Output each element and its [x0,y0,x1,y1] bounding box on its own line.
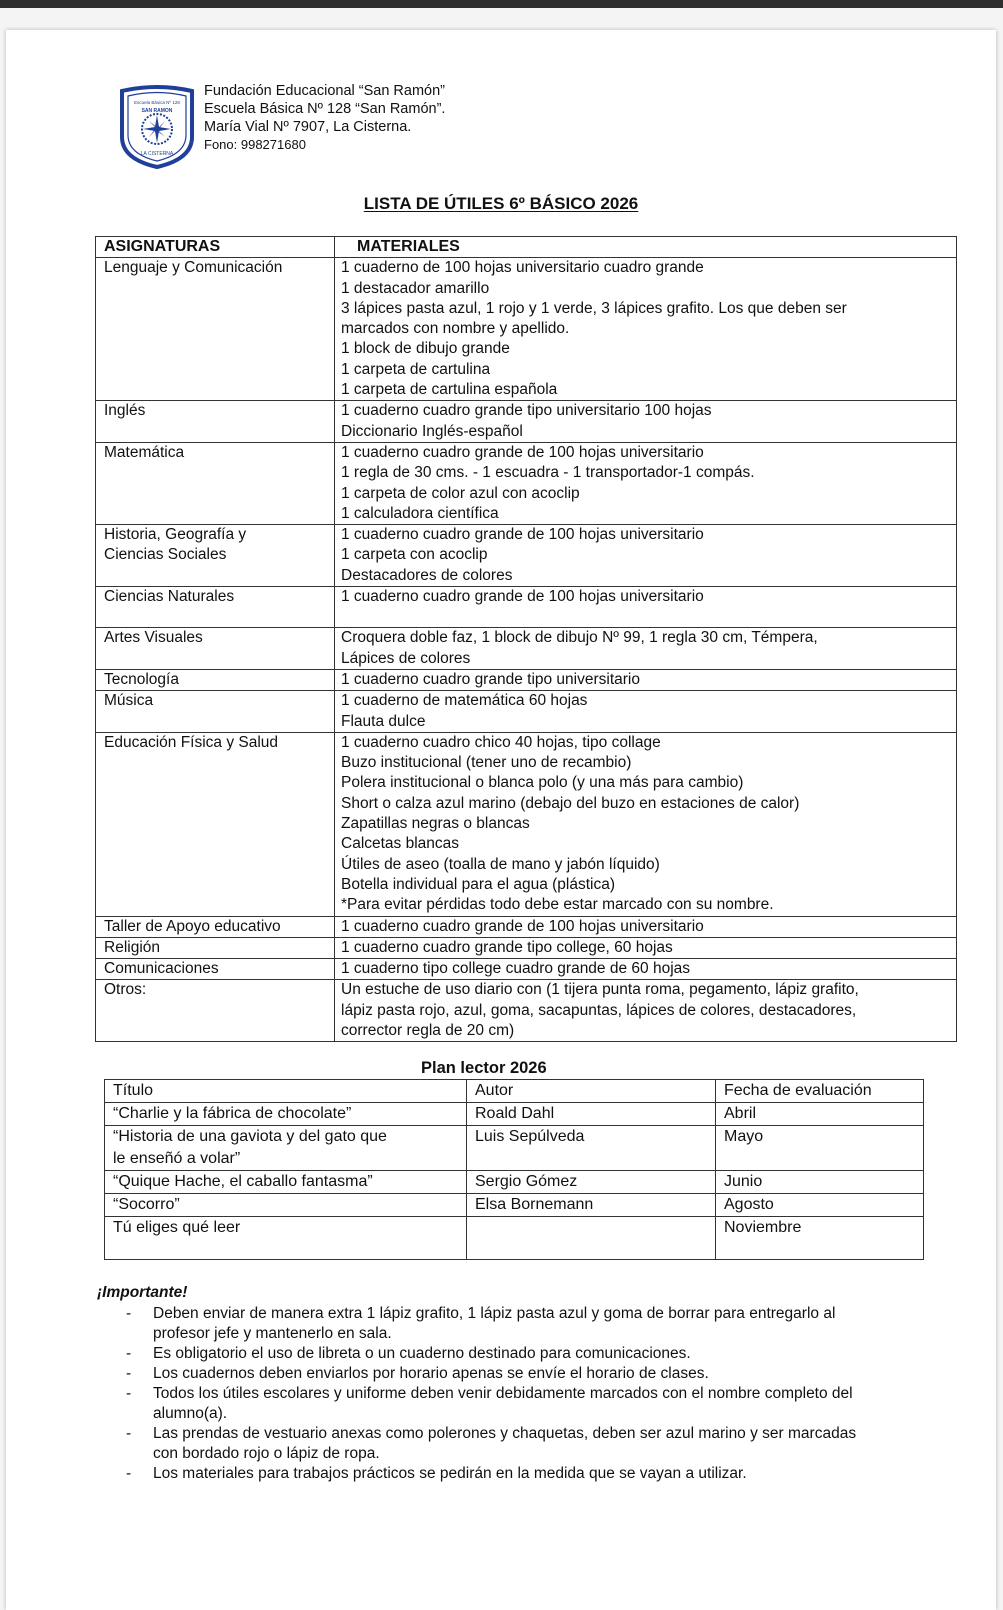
material-item: 1 cuaderno cuadro grande de 100 hojas universitario [341,526,704,544]
materials-table [95,236,957,1042]
subject-name: Artes Visuales [104,629,203,647]
materials-cell [335,401,957,443]
reading-plan-table [104,1079,924,1260]
subject-name: Lenguaje y Comunicación [104,259,283,277]
material-item: 1 cuaderno cuadro grande de 100 hojas universitario [341,588,704,606]
materials-cell [335,732,957,916]
book-title-cell [105,1171,467,1194]
material-item: 1 carpeta de cartulina española [341,381,558,399]
material-item: 1 cuaderno cuadro grande de 100 hojas universitario [341,917,704,935]
table-row [96,669,957,690]
subject-name: Tecnología [104,670,179,688]
table-row [96,916,957,937]
viewer-top-bar [0,0,1003,8]
table-row [105,1103,924,1126]
note-text: - Es obligatorio el uso de libreta o un cuaderno destinado para comunicaciones. [153,1345,691,1362]
materials-cell [335,980,957,1042]
book-title: Tú eliges qué leer [113,1219,241,1236]
subject-name: Ciencias Naturales [104,588,235,606]
material-item: Calcetas blancas [341,835,460,853]
material-item: Flauta dulce [341,712,426,730]
subject-name: Música [104,692,154,710]
school-info [204,82,445,154]
important-heading: ¡Importante! [97,1284,188,1301]
materials-cell [335,959,957,980]
table-row [105,1217,924,1260]
table-row [96,525,957,587]
book-title-cell [105,1194,467,1217]
material-item: 1 cuaderno cuadro grande tipo college, 60 hojas [341,938,673,956]
material-item: Diccionario Inglés-español [341,422,523,440]
subject-cell [96,691,335,733]
document-title: LISTA DE ÚTILES 6º BÁSICO 2026 [363,194,639,213]
note-text: con bordado rojo o lápiz de ropa. [153,1445,380,1462]
table-row [96,691,957,733]
material-item: 1 calculadora científica [341,504,499,522]
table-header-row [96,237,957,258]
subject-cell [96,442,335,524]
author-cell [467,1217,716,1260]
material-item: 1 cuaderno de matemática 60 hojas [341,692,588,710]
evaluation-date-cell: Mayo [716,1126,924,1171]
subject-cell [96,732,335,916]
materials-cell [335,691,957,733]
subject-cell [96,959,335,980]
material-item: Botella individual para el agua (plástica) [341,875,615,893]
material-item: 1 cuaderno cuadro grande de 100 hojas universitario [341,443,704,461]
subject-name: Educación Física y Salud [104,733,279,751]
evaluation-date-cell: Noviembre [716,1217,924,1260]
material-item: Lápices de colores [341,649,471,667]
materials-cell [335,442,957,524]
material-item: Destacadores de colores [341,566,513,584]
subject-cell [96,916,335,937]
subject-cell [96,669,335,690]
table-row [96,732,957,916]
table-row [96,628,957,670]
table-row [96,401,957,443]
subject-cell [96,587,335,628]
table-row [105,1194,924,1217]
note-text: profesor jefe y mantenerlo en sala. [153,1325,392,1342]
table-header-row [105,1080,924,1103]
material-item: 1 carpeta con acoclip [341,546,488,564]
note-text: - Las prendas de vestuario anexas como polerones y chaquetas, deben ser azul marino y ser marcadas [153,1425,857,1442]
subject-name: Comunicaciones [104,960,219,978]
material-item: 1 cuaderno tipo college cuadro grande de 60 hojas [341,960,691,978]
subject-name: Otros: [104,981,147,999]
material-item: 1 carpeta de cartulina [341,360,491,378]
book-title-cell [105,1126,467,1171]
org-line: Escuela Básica Nº 128 “San Ramón”. [204,101,446,117]
note-text: - Los cuadernos deben enviarlos por horario apenas se envíe el horario de clases. [153,1365,709,1382]
table-row [96,937,957,958]
subject-cell [96,980,335,1042]
material-item: corrector regla de 20 cm) [341,1021,515,1039]
table-row [96,980,957,1042]
subject-cell [96,937,335,958]
material-item: 1 cuaderno de 100 hojas universitario cuadro grande [341,259,704,277]
subject-cell [96,258,335,401]
book-title: “Quique Hache, el caballo fantasma” [113,1173,373,1190]
author-cell: Luis Sepúlveda [467,1126,716,1171]
materials-cell [335,669,957,690]
material-item: Zapatillas negras o blancas [341,815,530,833]
crest-middle-text: SAN RAMON [141,108,173,114]
book-title: “Socorro” [113,1196,180,1213]
column-header: ASIGNATURAS [96,237,335,258]
book-title: “Historia de una gaviota y del gato que [113,1128,387,1145]
subject-name: Taller de Apoyo educativo [104,917,281,935]
material-item: marcados con nombre y apellido. [341,320,570,338]
org-line: Fundación Educacional “San Ramón” [204,83,445,99]
evaluation-date-cell: Agosto [716,1194,924,1217]
material-item: Buzo institucional (tener uno de recambio) [341,754,632,772]
note-text: - Todos los útiles escolares y uniforme deben venir debidamente marcados con el nombre completo del [153,1385,853,1402]
subject-name: Religión [104,938,161,956]
subject-cell [96,628,335,670]
materials-cell [335,258,957,401]
book-title-cell [105,1217,467,1260]
list-item [153,1364,967,1384]
crest-top-text: Escuela Básica Nº 128 [134,100,180,105]
material-item: 1 carpeta de color azul con acoclip [341,484,580,502]
list-item [153,1424,967,1464]
material-item: Short o calza azul marino (debajo del buzo en estaciones de calor) [341,794,800,812]
school-header [118,82,618,174]
important-list [97,1304,967,1484]
note-text: - Deben enviar de manera extra 1 lápiz grafito, 1 lápiz pasta azul y goma de borrar para entregarlo al [153,1305,836,1322]
table-row [96,258,957,401]
column-header: Fecha de evaluación [716,1080,924,1103]
subject-cell [96,525,335,587]
phone-number: Fono: 998271680 [204,137,306,152]
evaluation-date-cell: Abril [716,1103,924,1126]
evaluation-date-cell: Junio [716,1171,924,1194]
subject-name: Historia, Geografía y [104,526,247,544]
list-item [153,1304,967,1344]
material-item: Útiles de aseo (toalla de mano y jabón líquido) [341,855,660,873]
crest-bottom-text: LA CISTERNA [140,151,174,157]
materials-cell [335,937,957,958]
materials-cell [335,628,957,670]
book-title: le enseñó a volar” [113,1150,241,1167]
material-item: 1 block de dibujo grande [341,340,510,358]
author-cell: Sergio Gómez [467,1171,716,1194]
material-item: 1 cuaderno cuadro grande tipo universitario [341,670,640,688]
column-header: Título [105,1080,467,1103]
material-item: Croquera doble faz, 1 block de dibujo Nº 99, 1 regla 30 cm, Témpera, [341,629,818,647]
author-cell: Elsa Bornemann [467,1194,716,1217]
list-item [153,1464,967,1484]
table-row [105,1126,924,1171]
material-item: 1 cuaderno cuadro chico 40 hojas, tipo collage [341,733,661,751]
table-row [96,442,957,524]
materials-cell [335,525,957,587]
list-item [153,1344,967,1364]
important-notes [97,1283,967,1484]
table-row [96,959,957,980]
material-item: Un estuche de uso diario con (1 tijera punta roma, pegamento, lápiz grafito, [341,981,859,999]
column-header: Autor [467,1080,716,1103]
material-item: 3 lápices pasta azul, 1 rojo y 1 verde, 3 lápices grafito. Los que deben ser [341,299,847,317]
note-text: alumno(a). [153,1405,228,1422]
column-header: MATERIALES [335,237,957,258]
material-item: 1 regla de 30 cms. - 1 escuadra - 1 transportador-1 compás. [341,464,755,482]
school-crest-icon [118,85,196,169]
reading-plan-title: Plan lector 2026 [421,1059,547,1077]
subject-name: Inglés [104,402,146,420]
book-title-cell [105,1103,467,1126]
subject-cell [96,401,335,443]
table-row [105,1171,924,1194]
material-item: lápiz pasta rojo, azul, goma, sacapuntas, lápices de colores, destacadores, [341,1001,857,1019]
materials-cell [335,916,957,937]
materials-cell [335,587,957,628]
author-cell: Roald Dahl [467,1103,716,1126]
material-item: Polera institucional o blanca polo (y una más para cambio) [341,774,744,792]
material-item: 1 cuaderno cuadro grande tipo universitario 100 hojas [341,402,712,420]
document-page [6,30,996,1610]
subject-name: Ciencias Sociales [104,546,227,564]
book-title: “Charlie y la fábrica de chocolate” [113,1105,352,1122]
material-item: 1 destacador amarillo [341,279,490,297]
material-item: *Para evitar pérdidas todo debe estar marcado con su nombre. [341,896,774,914]
org-line: María Vial Nº 7907, La Cisterna. [204,119,412,135]
table-row [96,587,957,628]
subject-name: Matemática [104,443,185,461]
note-text: - Los materiales para trabajos prácticos se pedirán en la medida que se vayan a utilizar. [153,1465,747,1482]
list-item [153,1384,967,1424]
